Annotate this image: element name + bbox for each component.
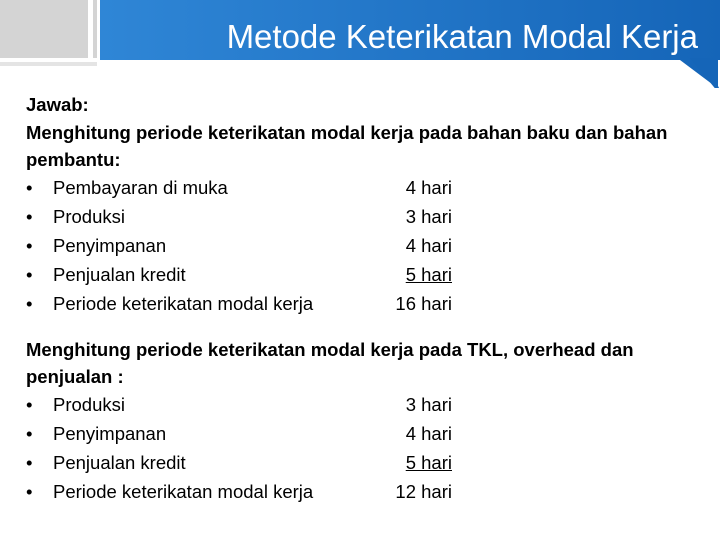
section-1-heading: Menghitung periode keterikatan modal kerja pada bahan baku dan bahan pembantu: [26, 122, 668, 170]
item-value: 12 hari [395, 481, 452, 502]
item-value: 4 hari [405, 235, 452, 256]
list-item [26, 390, 706, 419]
item-label: Periode keterikatan modal kerja [53, 293, 314, 314]
bullet-icon: • [26, 394, 33, 415]
item-value: 3 hari [405, 206, 452, 227]
header-banner [0, 0, 720, 88]
item-label: Penjualan kredit [53, 452, 186, 473]
item-value: 16 hari [395, 293, 452, 314]
list-item [26, 173, 706, 202]
item-value: 4 hari [405, 423, 452, 444]
item-value: 5 hari [405, 452, 452, 473]
page-title: Metode Keterikatan Modal Kerja [226, 18, 698, 55]
list-item [26, 260, 706, 289]
item-label: Penyimpanan [53, 235, 167, 256]
list-item [26, 419, 706, 448]
item-label: Pembayaran di muka [53, 177, 228, 198]
section-spacer [26, 318, 706, 336]
header-speech-tail [690, 58, 718, 88]
item-value: 4 hari [405, 177, 452, 198]
bullet-icon: • [26, 452, 33, 473]
bullet-icon: • [26, 177, 33, 198]
list-item-total [26, 477, 706, 506]
item-label: Penyimpanan [53, 423, 167, 444]
section-1-list [26, 173, 706, 318]
header-gray-block-3 [0, 62, 97, 66]
section-2-list [26, 390, 706, 506]
list-item [26, 202, 706, 231]
bullet-icon: • [26, 235, 33, 256]
item-label: Penjualan kredit [53, 264, 186, 285]
list-item [26, 231, 706, 260]
content-body [26, 90, 706, 506]
bullet-icon: • [26, 481, 33, 502]
section-2-heading: Menghitung periode keterikatan modal kerja pada TKL, overhead dan penjualan : [26, 339, 634, 387]
list-item [26, 448, 706, 477]
header-gray-block-2 [93, 0, 97, 58]
item-label: Periode keterikatan modal kerja [53, 481, 314, 502]
item-label: Produksi [53, 206, 125, 227]
answer-label: Jawab: [26, 94, 89, 115]
bullet-icon: • [26, 423, 33, 444]
item-value: 5 hari [405, 264, 452, 285]
item-label: Produksi [53, 394, 125, 415]
item-value: 3 hari [405, 394, 452, 415]
bullet-icon: • [26, 293, 33, 314]
list-item-total [26, 289, 706, 318]
header-gray-block-1 [0, 0, 88, 58]
bullet-icon: • [26, 206, 33, 227]
bullet-icon: • [26, 264, 33, 285]
